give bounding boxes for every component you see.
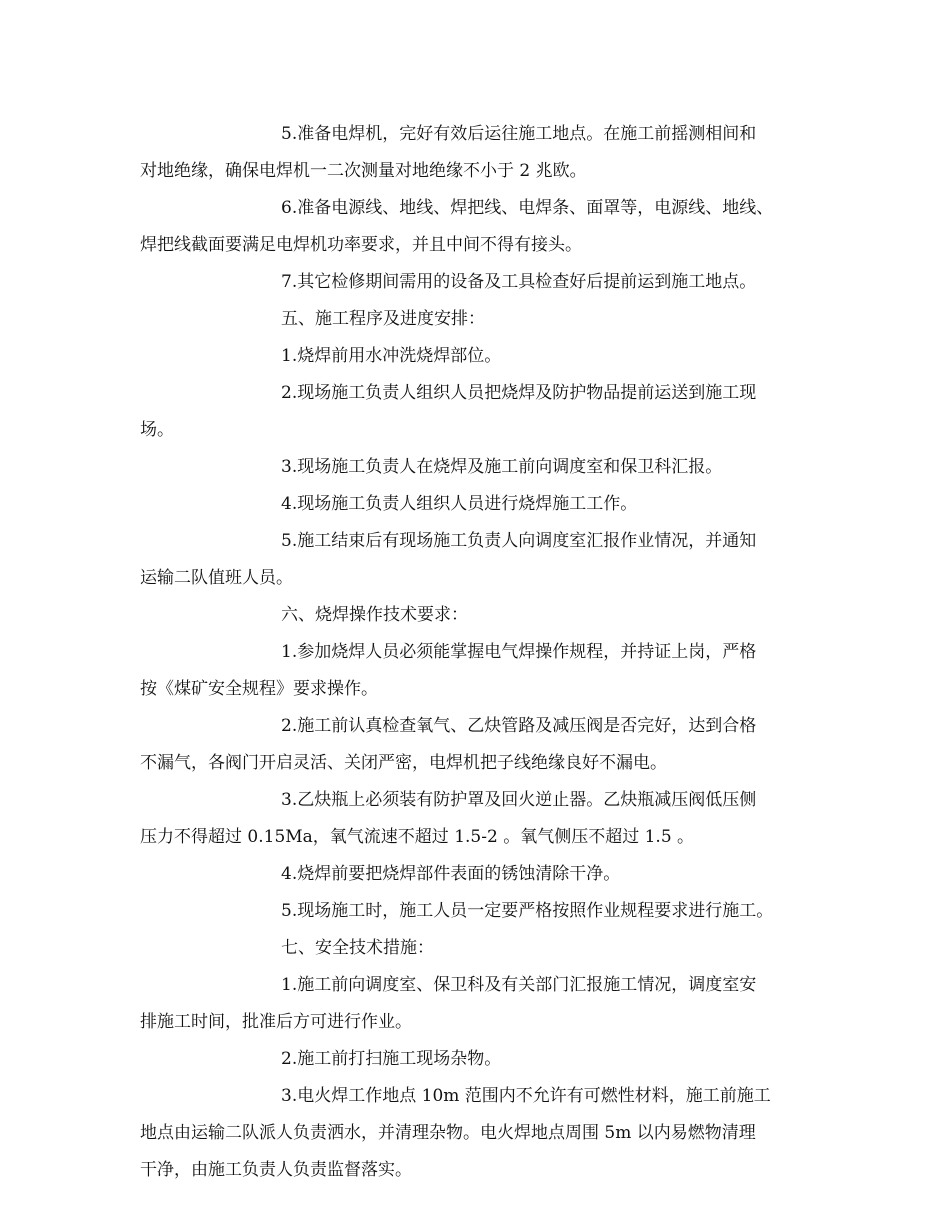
- paragraph-technique-3: [140, 782, 830, 856]
- text-line: 3.现场施工负责人在烧焊及施工前向调度室和保卫科汇报。: [281, 457, 723, 477]
- text-line: 地点由运输二队派人负责洒水，并清理杂物。电火焊地点周围 5m 以内易燃物清理: [140, 1123, 756, 1143]
- text-line: 4.烧焊前要把烧焊部件表面的锈蚀清除干净。: [281, 864, 621, 884]
- text-line: 排施工时间，批准后方可进行作业。: [140, 1012, 412, 1032]
- text-line: 场。: [140, 420, 174, 440]
- section-heading-safety: [140, 930, 830, 967]
- text-line: 不漏气，各阀门开启灵活、关闭严密，电焊机把子线绝缘良好不漏电。: [140, 753, 667, 773]
- paragraph-technique-4: [140, 856, 830, 893]
- paragraph-item-6-cable-prep: [140, 190, 830, 264]
- paragraph-procedure-4: [140, 486, 830, 523]
- paragraph-technique-5: [140, 893, 830, 930]
- text-line: 焊把线截面要满足电焊机功率要求，并且中间不得有接头。: [140, 235, 582, 255]
- text-line: 3.电火焊工作地点 10m 范围内不允许有可燃性材料，施工前施工: [281, 1086, 771, 1106]
- text-line: 1.施工前向调度室、保卫科及有关部门汇报施工情况，调度室安: [281, 975, 757, 995]
- text-line: 对地绝缘，确保电焊机一二次测量对地绝缘不小于 2 兆欧。: [140, 161, 587, 181]
- paragraph-safety-3: [140, 1078, 830, 1189]
- section-heading-text: 五、施工程序及进度安排：: [281, 309, 485, 329]
- text-line: 5.准备电焊机，完好有效后运往施工地点。在施工前摇测相间和: [281, 124, 757, 144]
- text-line: 干净，由施工负责人负责监督落实。: [140, 1160, 412, 1180]
- text-line: 1.烧焊前用水冲洗烧焊部位。: [281, 346, 502, 366]
- text-line: 按《煤矿安全规程》要求操作。: [140, 679, 378, 699]
- paragraph-item-7-tools: [140, 264, 830, 301]
- text-line: 6.准备电源线、地线、焊把线、电焊条、面罩等，电源线、地线、: [281, 198, 774, 218]
- text-line: 2.现场施工负责人组织人员把烧焊及防护物品提前运送到施工现: [281, 383, 757, 403]
- section-heading-procedure: [140, 301, 830, 338]
- paragraph-procedure-5: [140, 523, 830, 597]
- paragraph-procedure-1: [140, 338, 830, 375]
- document-body: [140, 116, 830, 1189]
- text-line: 2.施工前认真检查氧气、乙炔管路及减压阀是否完好，达到合格: [281, 716, 757, 736]
- text-line: 3.乙炔瓶上必须装有防护罩及回火逆止器。乙炔瓶减压阀低压侧: [281, 790, 757, 810]
- paragraph-safety-2: [140, 1041, 830, 1078]
- text-line: 5.施工结束后有现场施工负责人向调度室汇报作业情况，并通知: [281, 531, 757, 551]
- section-heading-text: 七、安全技术措施：: [281, 938, 434, 958]
- paragraph-procedure-3: [140, 449, 830, 486]
- text-line: 2.施工前打扫施工现场杂物。: [281, 1049, 502, 1069]
- text-line: 压力不得超过 0.15Ma，氧气流速不超过 1.5-2 。氧气侧压不超过 1.5 。: [140, 827, 695, 847]
- paragraph-procedure-2: [140, 375, 830, 449]
- text-line: 5.现场施工时，施工人员一定要严格按照作业规程要求进行施工。: [281, 901, 774, 921]
- text-line: 4.现场施工负责人组织人员进行烧焊施工工作。: [281, 494, 638, 514]
- text-line: 运输二队值班人员。: [140, 568, 293, 588]
- text-line: 7.其它检修期间需用的设备及工具检查好后提前运到施工地点。: [281, 272, 757, 292]
- paragraph-technique-2: [140, 708, 830, 782]
- section-heading-text: 六、烧焊操作技术要求：: [281, 605, 468, 625]
- paragraph-item-5-welder-prep: [140, 116, 830, 190]
- text-line: 1.参加烧焊人员必须能掌握电气焊操作规程，并持证上岗，严格: [281, 642, 757, 662]
- paragraph-safety-1: [140, 967, 830, 1041]
- paragraph-technique-1: [140, 634, 830, 708]
- section-heading-technique: [140, 597, 830, 634]
